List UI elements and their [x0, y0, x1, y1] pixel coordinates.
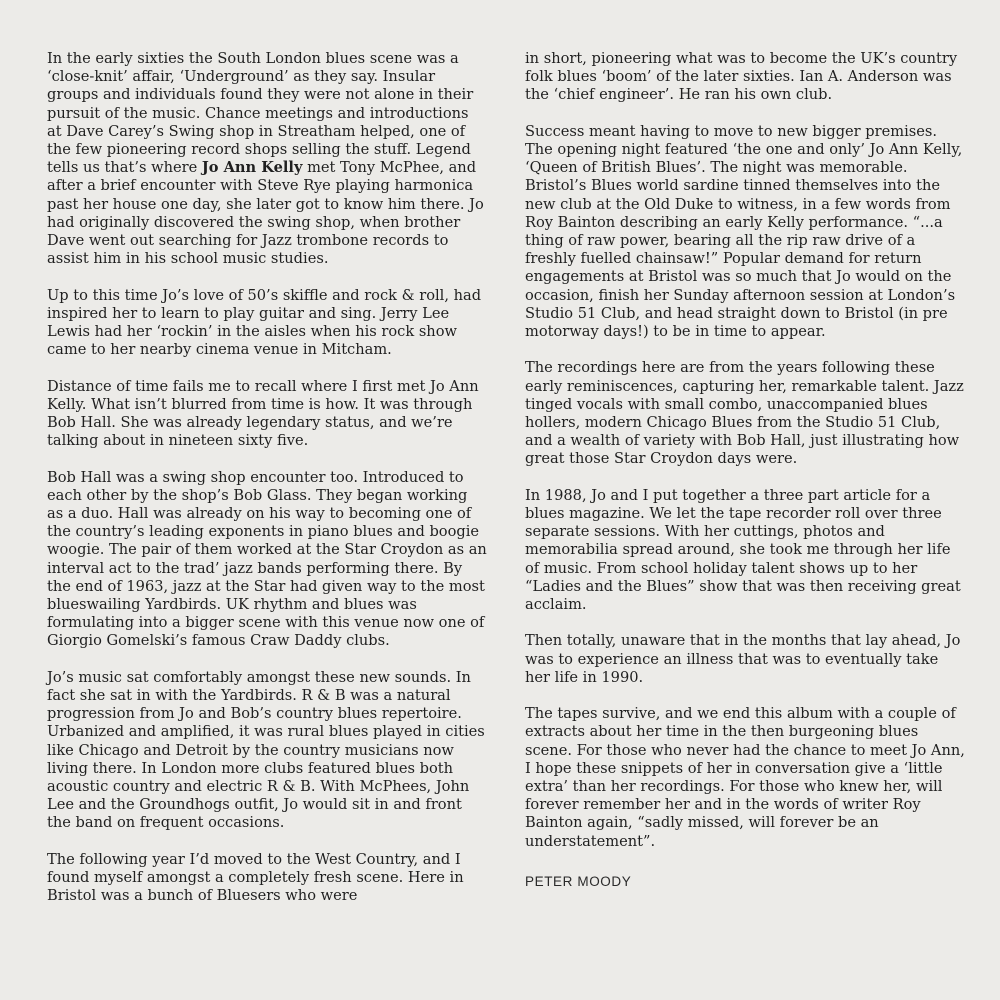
paragraph-text: met Tony McPhee, and after a brief encounter with Steve Rye playing harmonica past her house one day, she later got to know him there. Jo had originally discovered the swing shop, when brother Dave went out searching for Jazz trombone records to assist him in his school music studies. — [47, 159, 484, 268]
left-column — [47, 50, 487, 924]
artist-name-bold: Jo Ann Kelly — [201, 159, 303, 177]
paragraph-west-country: The following year I’d moved to the West Country, and I found myself amongst a completely fresh scene. Here in Bristol was a bunch of Bluesers who were — [47, 850, 464, 905]
paragraph-recordings: The recordings here are from the years following these early reminiscences, capturing her, remarkable talent. Jazz tinged vocals with small combo, unaccompanied blues hollers, modern Chicago Blues from the Studio 51 Club, and a wealth of variety with Bob Hall, just illustrating how great those Star Croydon days were. — [525, 359, 964, 468]
paragraph-swing-shop — [47, 50, 487, 268]
paragraph-folk-boom: in short, pioneering what was to become the UK’s country folk blues ‘boom’ of the later sixties. Ian A. Anderson was the ‘chief engineer’. He ran his own club. — [525, 50, 958, 104]
paragraph-skiffle: Up to this time Jo’s love of 50’s skiffle and rock & roll, had inspired her to learn to play guitar and sing. Jerry Lee Lewis had her ‘rockin’ in the aisles when his rock show came to her nearby cinema venue in Mitcham. — [47, 286, 482, 359]
right-column — [525, 50, 965, 891]
author-signature: PETER MOODY — [525, 873, 632, 889]
paragraph-yardbirds: Jo’s music sat comfortably amongst these new sounds. In fact she sat in with the Yardbirds. R & B was a natural progression from Jo and Bob’s country blues repertoire. Urbanized and amplified, it was rural blues played in cities like Chicago and Detroit by the country musicians now living there. In London more clubs featured blues both acoustic country and electric R & B. With McPhees, John Lee and the Groundhogs outfit, Jo would sit in and front the band on frequent occasions. — [47, 668, 485, 832]
paragraph-text: In the early sixties the South London blues scene was a ‘close-knit’ affair, ‘Underground’ as they say. Insular groups and individuals found they were not alone in their pursuit of the music. Chance meetings and introductions at Dave Carey’s Swing shop in Streatham helped, one of the few pioneering record shops selling the stuff. Legend tells us that’s where — [47, 50, 474, 177]
paragraph-opening-night: Success meant having to move to new bigger premises. The opening night featured ‘the one and only’ Jo Ann Kelly, ‘Queen of British Blues’. The night was memorable. Bristol’s Blues world sardine tinned themselves into the new club at the Old Duke to witness, in a few words from Roy Bainton describing an early Kelly performance. “...a thing of raw power, bearing all the rip raw drive of a freshly fuelled chainsaw!” Popular demand for return engagements at Bristol was so much that Jo would on the occasion, finish her Sunday afternoon session at London’s Studio 51 Club, and head straight down to Bristol (in pre motorway days!) to be in time to appear. — [525, 122, 963, 341]
paragraph-first-meeting: Distance of time fails me to recall where I first met Jo Ann Kelly. What isn’t blurred from time is how. It was through Bob Hall. She was already legendary status, and we’re talking about in nineteen sixty five. — [47, 377, 479, 450]
paragraph-bob-hall: Bob Hall was a swing shop encounter too. Introduced to each other by the shop’s Bob Glass. They began working as a duo. Hall was already on his way to becoming one of the country’s leading exponents in piano blues and boogie woogie. The pair of them worked at the Star Croydon as an interval act to the trad’ jazz bands performing there. By the end of 1963, jazz at the Star had given way to the most blueswailing Yardbirds. UK rhythm and blues was formulating into a bigger scene with this venue now one of Giorgio Gomelski’s famous Craw Daddy clubs. — [47, 468, 487, 650]
paragraph-1988-article: In 1988, Jo and I put together a three part article for a blues magazine. We let the tape recorder roll over three separate sessions. With her cuttings, photos and memorabilia spread around, she took me through her life of music. From school holiday talent shows up to her “Ladies and the Blues” show that was then receiving great acclaim. — [525, 486, 961, 614]
paragraph-illness: Then totally, unaware that in the months that lay ahead, Jo was to experience an illness that was to eventually take her life in 1990. — [525, 632, 961, 686]
paragraph-tapes-survive: The tapes survive, and we end this album with a couple of extracts about her time in the then burgeoning blues scene. For those who never had the chance to meet Jo Ann, I hope these snippets of her in conversation give a ‘little extra’ than her recordings. For those who knew her, will forever remember her and in the words of writer Roy Bainton again, “sadly missed, will forever be an understatement”. — [525, 705, 965, 850]
